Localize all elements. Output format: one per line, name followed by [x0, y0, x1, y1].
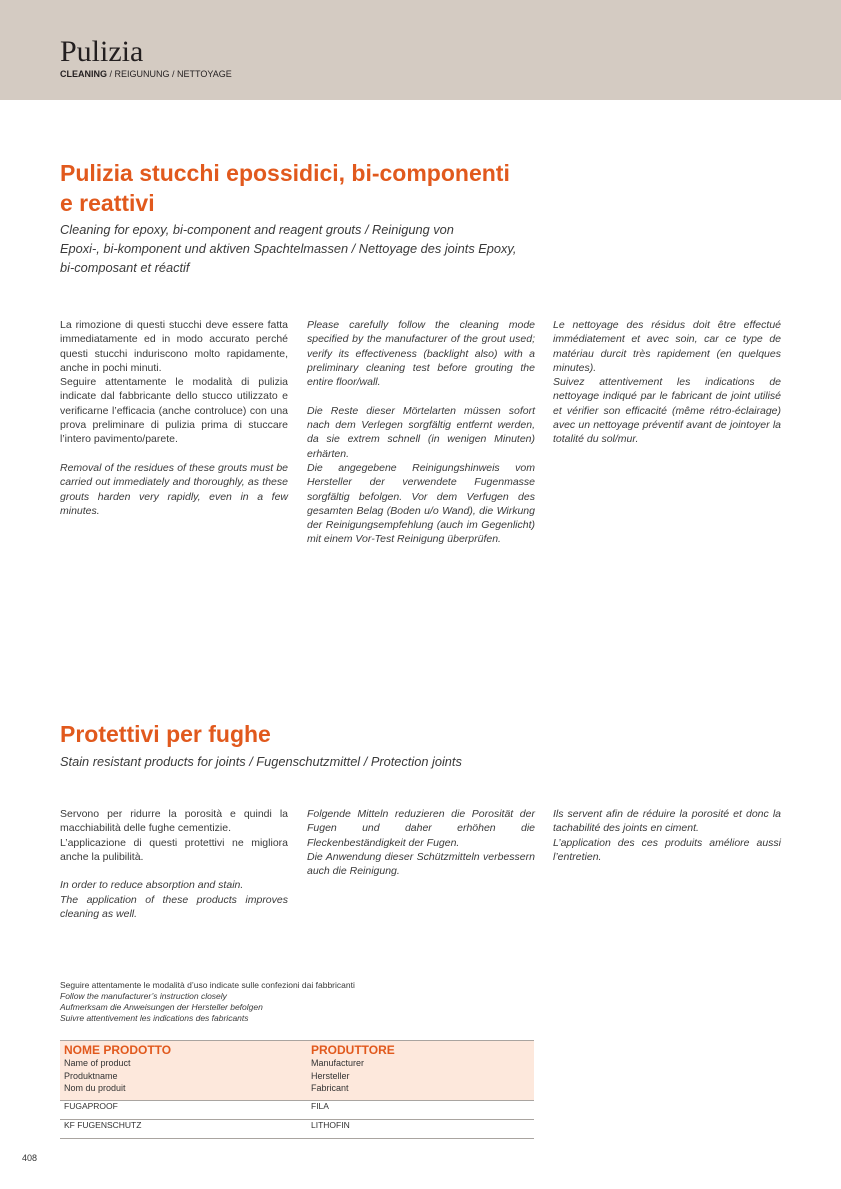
subtitle-line: Cleaning for epoxy, bi-component and reagent grouts / Reinigung von — [60, 222, 454, 237]
paragraph-it: Servono per ridurre la porosità e quindi la macchiabilità delle fughe cementizie. — [60, 808, 288, 835]
header-translation: Fabricant — [311, 1083, 349, 1093]
paragraph-fr: L’application des ces produits améliore aussi l’entretien. — [553, 836, 781, 863]
product-name-cell: FUGAPROOF — [64, 1101, 118, 1111]
paragraph-en: Please carefully follow the cleaning mode specified by the manufacturer of the grout used; verify its effectiveness (backlight also) with a preliminary cleaning test before grouting the entire floor/wall. — [307, 319, 535, 389]
chapter-title: Pulizia — [60, 35, 144, 68]
text-column-3 — [553, 318, 781, 447]
note-line-en: Follow the manufacturer’s instruction closely — [60, 991, 227, 1001]
subtitle-line: bi-composant et réactif — [60, 260, 190, 275]
section-title: Pulizia stucchi epossidici, bi-componenti e reattivi — [60, 160, 510, 216]
text-column-3 — [553, 807, 781, 864]
subtitle-line: Stain resistant products for joints / Fugenschutzmittel / Protection joints — [60, 754, 462, 769]
table-row — [60, 1120, 534, 1139]
section-subtitle — [60, 752, 462, 771]
paragraph-fr: Suivez attentivement les indications de nettoyage indiqué par le fabricant de joint utilisé et vérifier son efficacité (même rétro-éclairage) avec un nettoyage préventif avant de jointoyer la totalité du sol/mur. — [553, 376, 781, 446]
text-column-1 — [60, 807, 288, 921]
product-name-cell: KF FUGENSCHUTZ — [64, 1120, 142, 1130]
header-translation: Name of product — [64, 1058, 131, 1068]
page-number: 408 — [22, 1153, 38, 1163]
text-column-2 — [307, 807, 535, 878]
chapter-subtitle — [60, 69, 232, 80]
chapter-subtitle-bold: CLEANING — [60, 69, 107, 79]
paragraph-de: Die angegebene Reinigungshinweis vom Hersteller der verwendete Fugenmasse sorgfältig befolgen. Vor dem Verfugen des gesamten Belag (Boden u/o Wand), die Wirkung der Reinigungsempfehlung (auch im Gegenlicht) mit einem Vor-Test Reinigung überprüfen. — [307, 461, 535, 546]
table-header — [60, 1041, 534, 1101]
table-row — [60, 1101, 534, 1120]
note-line-fr: Suivre attentivement les indications des fabricants — [60, 1013, 249, 1023]
header-cell-product — [60, 1041, 307, 1100]
section-subtitle — [60, 220, 516, 277]
header-translation: Produktname — [64, 1070, 118, 1081]
paragraph-en: In order to reduce absorption and stain. — [60, 879, 244, 892]
section-title: Protettivi per fughe — [60, 721, 271, 747]
header-translation: Nom du produit — [64, 1083, 126, 1093]
paragraph-fr: Le nettoyage des résidus doit être effectué immédiatement et avec soin, car ce type de matériau durcit très rapidement (en quelques minutes). — [553, 319, 781, 374]
header-translation: Hersteller — [311, 1070, 350, 1081]
note-line-de: Aufmerksam die Anweisungen der Hersteller befolgen — [60, 1002, 263, 1012]
paragraph-en: Removal of the residues of these grouts must be carried out immediately and thoroughly, as these grouts harden very rapidly, even in a few minutes. — [60, 461, 288, 517]
paragraph-it: Seguire attentamente le modalità di pulizia indicate dal fabbricante dello stucco utilizzato e verificarne l’efficacia (anche controluce) con una prova preliminare di pulizia prima di stuccare l’intero pavimento/parete. — [60, 376, 288, 446]
chapter-subtitle-translations: / REIGUNUNG / NETTOYAGE — [109, 69, 232, 79]
manufacturer-cell: LITHOFIN — [311, 1120, 350, 1130]
header-title: NOME PRODOTTO — [64, 1043, 172, 1057]
paragraph-de: Folgende Mitteln reduzieren die Porosität der Fugen und daher erhöhen die Fleckenbeständigkeit der Fugen. — [307, 808, 535, 849]
note-line-it: Seguire attentamente le modalità d’uso indicate sulle confezioni dai fabbricanti — [60, 980, 355, 990]
text-column-1 — [60, 318, 288, 518]
paragraph-it: La rimozione di questi stucchi deve essere fatta immediatamente ed in modo accurato perché questi stucchi induriscono molto rapidamente, anche in pochi minuti. — [60, 319, 288, 374]
paragraph-en: The application of these products improves cleaning as well. — [60, 893, 288, 921]
product-table — [60, 1040, 534, 1139]
paragraph-fr: Ils servent afin de réduire la porosité et donc la tachabilité des joints en ciment. — [553, 808, 781, 835]
header-translation: Manufacturer — [311, 1058, 365, 1068]
subtitle-line: Epoxi-, bi-komponent und aktiven Spachtelmassen / Nettoyage des joints Epoxy, — [60, 241, 517, 256]
paragraph-de: Die Reste dieser Mörtelarten müssen sofort nach dem Verlegen sorgfältig entfernt werden, da sie extrem schnell (in wenigen Minuten) erhärten. — [307, 404, 535, 460]
paragraph-de: Die Anwendung dieser Schützmitteln verbessern auch die Reinigung. — [307, 850, 535, 878]
text-column-2 — [307, 318, 535, 547]
paragraph-it: L’applicazione di questi protettivi ne migliora anche la pulibilità. — [60, 836, 288, 863]
manufacturer-cell: FILA — [311, 1101, 329, 1111]
header-band — [0, 0, 841, 100]
header-title: PRODUTTORE — [311, 1043, 395, 1057]
usage-note — [60, 980, 355, 1024]
header-cell-manufacturer — [307, 1041, 534, 1100]
